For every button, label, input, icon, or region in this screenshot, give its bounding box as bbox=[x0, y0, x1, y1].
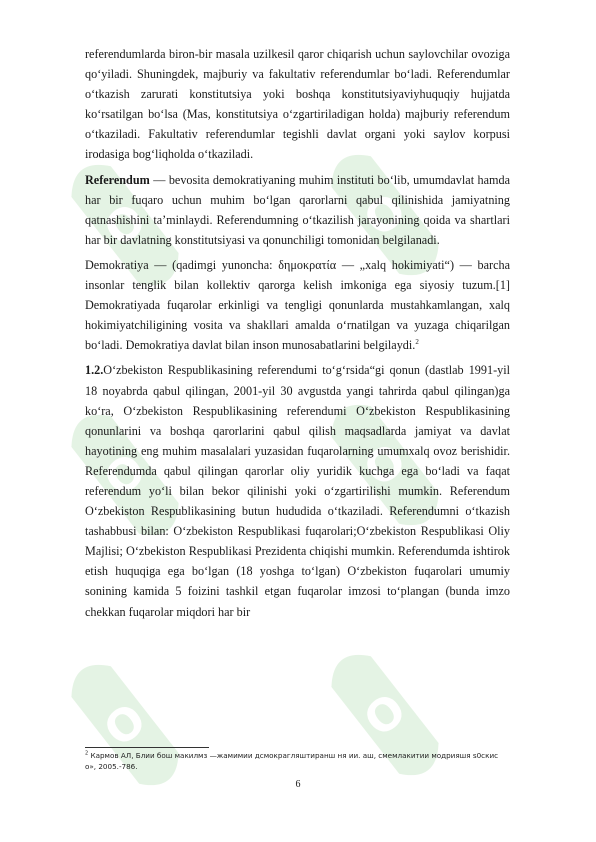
paragraph-uzbek-referendum-law bbox=[85, 360, 510, 621]
footnote-area bbox=[85, 747, 510, 772]
term-referendum: Referendum bbox=[85, 172, 150, 187]
footnote-number: 2 bbox=[85, 750, 89, 757]
svg-text:O: O bbox=[94, 693, 156, 758]
watermark-logo-icon bbox=[330, 630, 440, 800]
paragraph-democracy-definition bbox=[85, 255, 510, 355]
section-number: 1.2. bbox=[85, 363, 104, 378]
footnote-divider bbox=[85, 747, 209, 748]
paragraph-text: referendumlarda biron-bir masala uzilkesil qaror chiqarish uchun saylovchilar ovoziga qo‘yiladi. Shuningdek, majburiy va fakultativ referendumlar bo‘ladi. Referendumlar o‘tkazish zarurati konstitutsiya yoki boshqa konstitutsiyaviyhuquqiy hujjatda ko‘rsatilgan bo‘lsa (Mas, konstitutsiya o‘zgartiriladigan holda) majburiy referendum o‘tkaziladi. Fakultativ referendumlar tegishli davlat organi yoki saylov korpusi irodasiga bog‘liqholda o‘tkaziladi. bbox=[85, 47, 510, 162]
svg-text:O: O bbox=[354, 683, 416, 748]
footnote-text: Кармов АЛ, Блии бош макилмз —жамимии дсмокрагляштиранш ня ии. аш, смемлакитии модрияшя s0скис о», 2005.-786. bbox=[85, 751, 499, 771]
svg-text:O: O bbox=[354, 433, 416, 498]
svg-text:O: O bbox=[94, 443, 156, 508]
page-number: 6 bbox=[295, 779, 301, 790]
paragraph-text: Demokratiya — (qadimgi yunoncha: δημοκρατία — „xalq hokimiyati“) — barcha insonlar tenglik bilan kollektiv qarorga kelish imkoniga ega siyosiy tuzum.[1] Demokratiyada fuqarolar erkinligi va tengligi qonunlarda mustahkamlangan, xalq hokimiyatchiligining vosita va shakllari amalda o‘rnatilgan va yuzaga chiqarilgan bo‘ladi. Demokratiya davlat bilan inson munosabatlarini belgilaydi. bbox=[85, 257, 510, 353]
svg-text:O: O bbox=[354, 183, 416, 248]
footnote bbox=[85, 751, 510, 772]
paragraph-text: — bevosita demokratiyaning muhim instituti bo‘lib, umumdavlat hamda har bir fuqaro uchun muhim bo‘lgan qarorlarni qabul qilinishida jamiyatning qatnashishini ta’minlaydi. Referendumning o‘tkazilish jarayonining qoida va shartlari har bir davlatning konstitutsiyasi va qonunchiligi tomonidan belgilanadi. bbox=[85, 172, 510, 247]
paragraph-text: O‘zbekiston Respublikasining referendumi to‘g‘rsida“gi qonun (dastlab 1991-yil 18 noyabrda qabul qilingan, 2001-yil 30 avgustda yangi tahrirda qabul qilingan)ga ko‘ra, O‘zbekiston Respublikasining referendumi O‘zbekiston Respublikasining qonunlarini va boshqa qarorlarini qabul qilish maqsadlarda jamiyat va davlat hayotining eng muhim masalalari yuzasidan fuqarolarning umumxalq ovoz berishidir. Referendumda qabul qilingan qarorlar oliy yuridik kuchga ega bo‘ladi va faqat referendum yo‘li bilan bekor qilinishi yoki o‘zgartirilishi mumkin. Referendum O‘zbekiston Respublikasining butun hududida o‘tkaziladi. Referendumni o‘tkazish tashabbusi bilan: O‘zbekiston Respublikasi fuqarolari;O‘zbekiston Respublikasi Oliy Majlisi; O‘zbekiston Respublikasi Prezidenta chiqishi mumkin. Referendumda ishtirok etish huquqiga ega bo‘lgan (18 yoshga to‘lgan) O‘zbekiston fuqarolari umumiy sonining kamida 5 foizini tashkil etgan fuqarolar imzosi to‘plangan (bunda imzo chekkan fuqarolar miqdori har bir bbox=[85, 363, 510, 619]
document-body bbox=[85, 44, 510, 627]
footnote-reference[interactable]: 2 bbox=[415, 338, 419, 347]
svg-text:O: O bbox=[94, 193, 156, 258]
paragraph-referendum-definition bbox=[85, 170, 510, 250]
paragraph-referendum-types bbox=[85, 44, 510, 165]
